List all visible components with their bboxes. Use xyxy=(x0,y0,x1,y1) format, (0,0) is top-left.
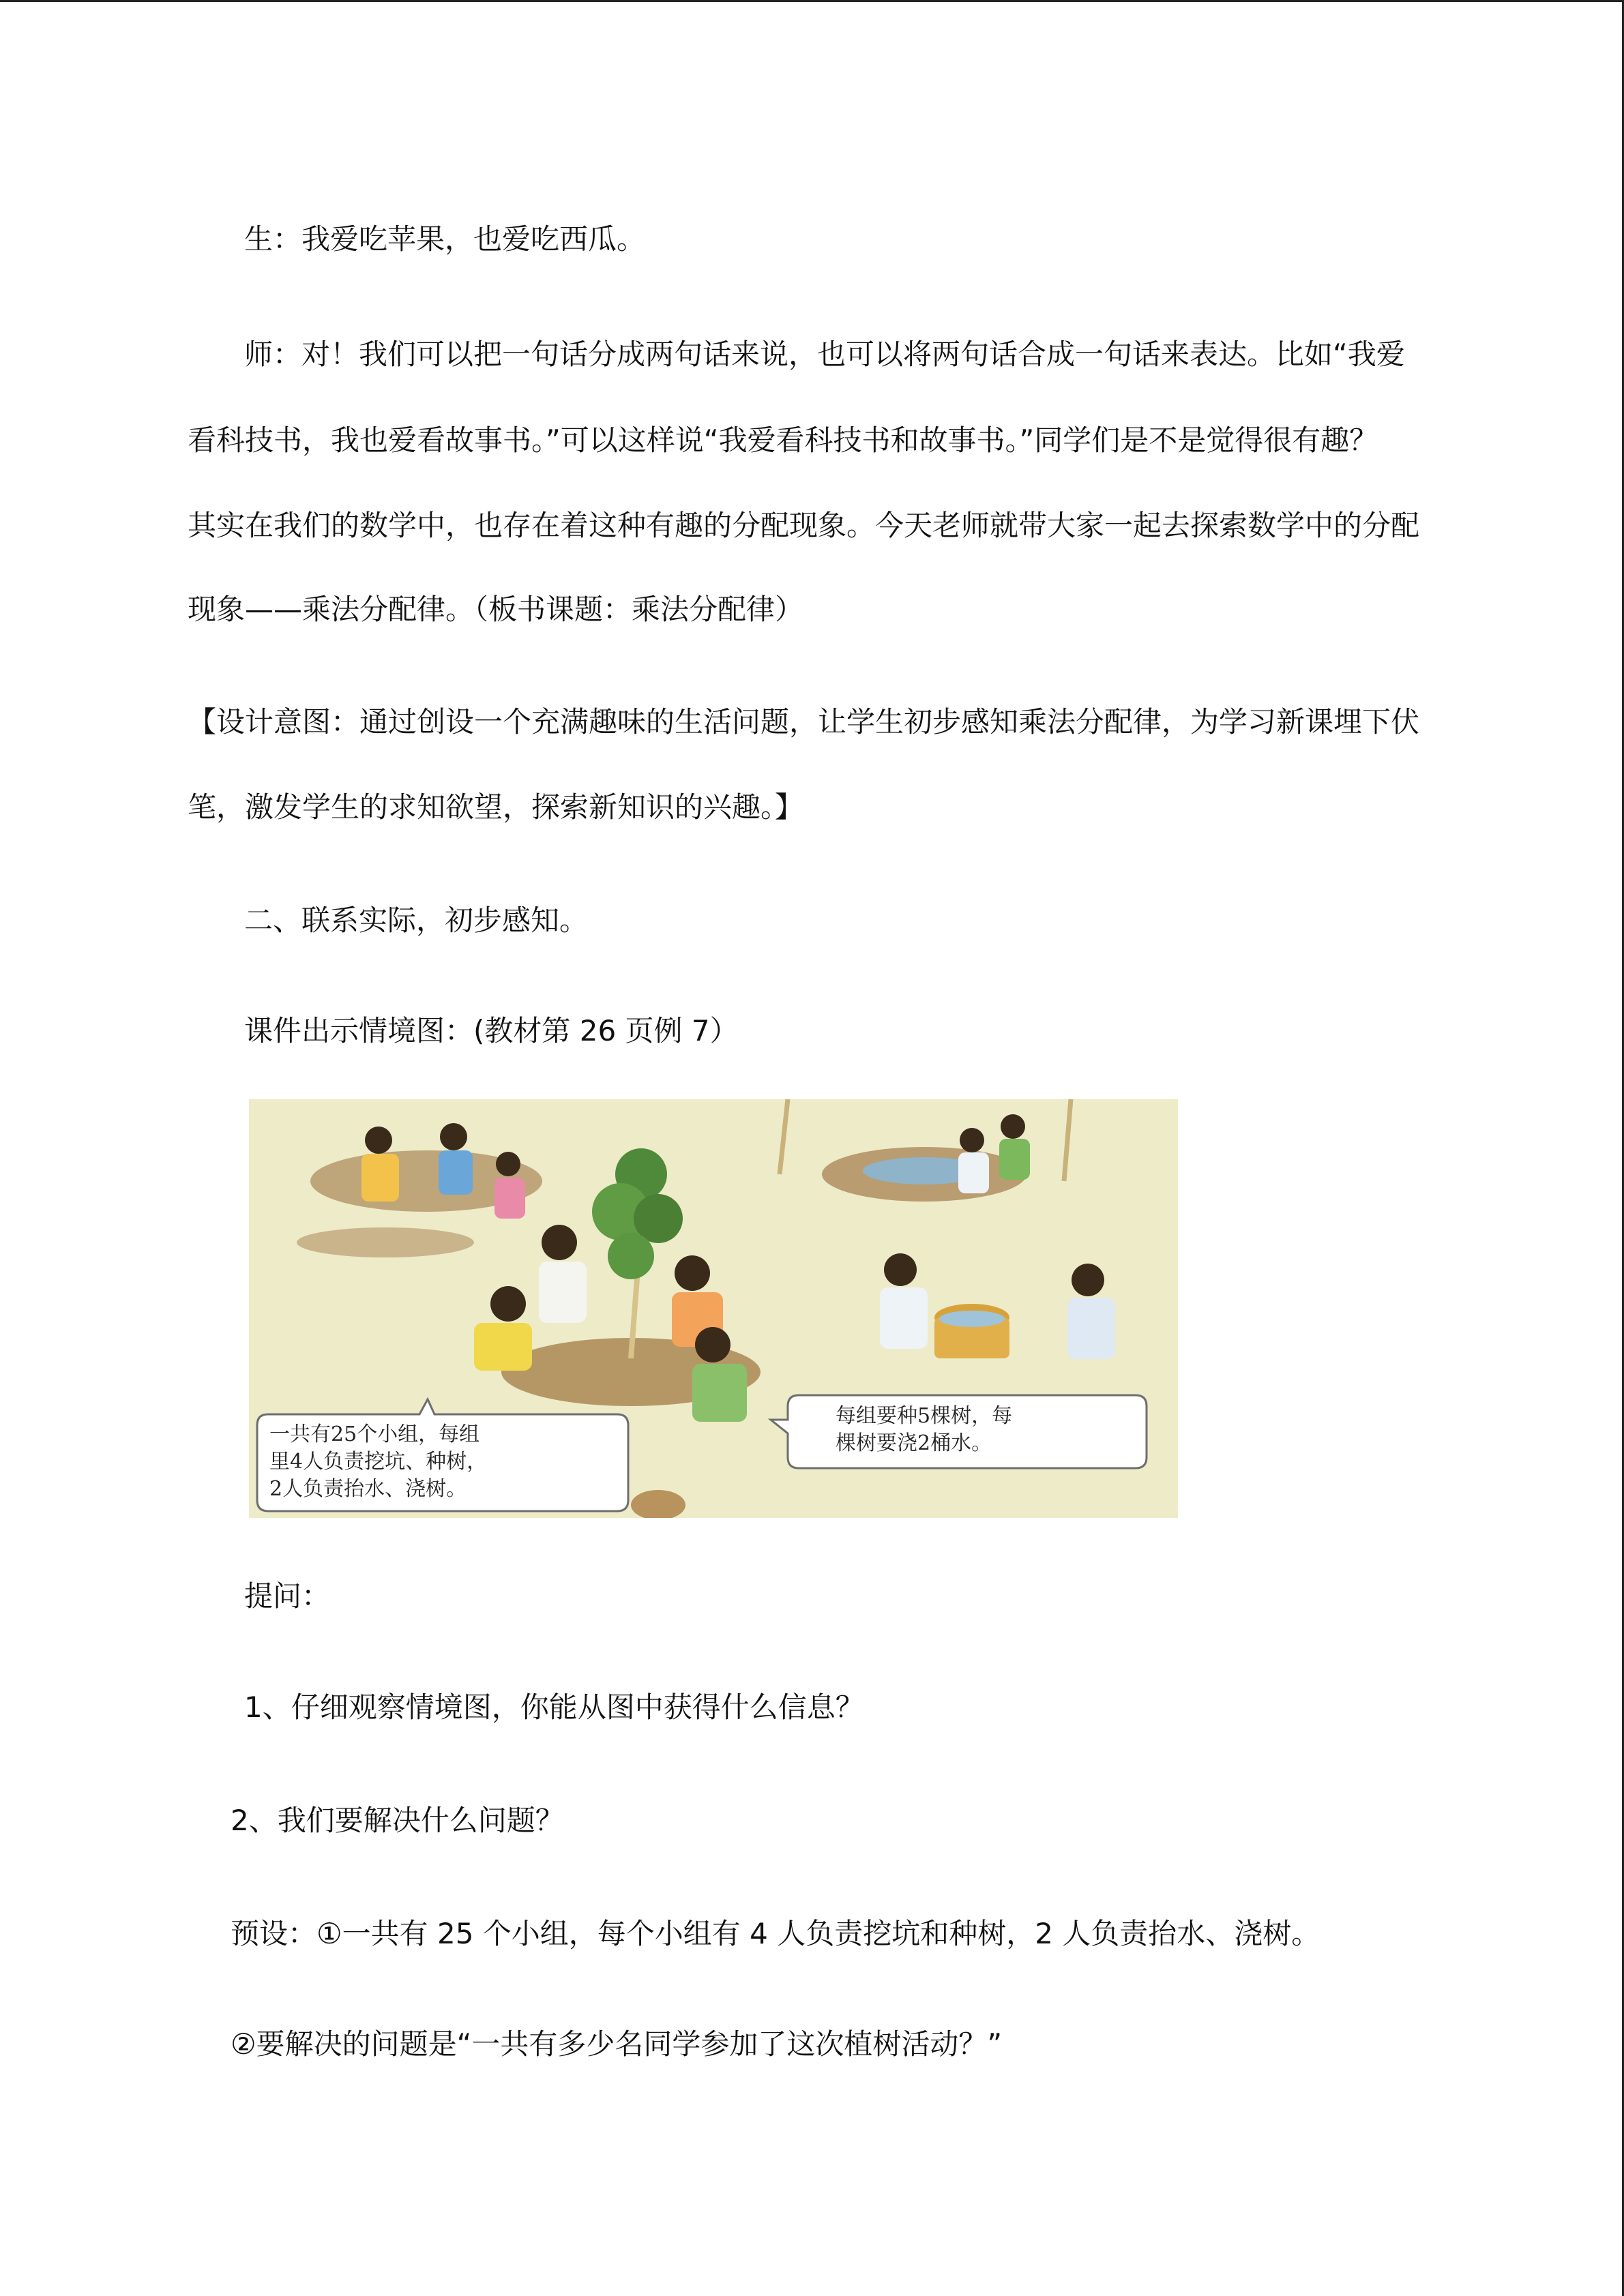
right-bubble-line-2: 棵树要浇2桶水。 xyxy=(836,1431,992,1455)
dialogue-teacher-line-1: 师：对！我们可以把一句话分成两句话来说，也可以将两句话合成一句话来表达。比如“我爱 xyxy=(244,338,1405,371)
question-1: 1、仔细观察情境图，你能从图中获得什么信息？ xyxy=(244,1690,864,1724)
textbook-illustration xyxy=(249,1099,1178,1518)
right-bubble-text xyxy=(836,1403,1012,1457)
dialogue-teacher-line-3: 其实在我们的数学中，也存在着这种有趣的分配现象。今天老师就带大家一起去探索数学中的分配 xyxy=(188,509,1420,542)
right-bubble-line-1: 每组要种5棵树，每 xyxy=(836,1404,1013,1428)
left-bubble-line-2: 里4人负责挖坑、种树， xyxy=(269,1450,488,1474)
courseware-caption: 课件出示情境图：(教材第 26 页例 7） xyxy=(244,1014,739,1047)
design-intent-line-1: 【设计意图：通过创设一个充满趣味的生活问题，让学生初步感知乘法分配律，为学习新课埋下伏 xyxy=(188,705,1420,739)
presupposition-1: 预设：①一共有 25 个小组，每个小组有 4 人负责挖坑和种树，2 人负责抬水、浇树。 xyxy=(231,1917,1320,1950)
dialogue-teacher-line-2: 看科技书，我也爱看故事书。”可以这样说“我爱看科技书和故事书。”同学们是不是觉得很有趣？ xyxy=(188,423,1378,457)
question-prompt: 提问： xyxy=(244,1579,331,1613)
design-intent-line-2: 笔，激发学生的求知欲望，探索新知识的兴趣。】 xyxy=(188,790,804,824)
dialogue-teacher-line-4: 现象——乘法分配律。（板书课题：乘法分配律） xyxy=(188,593,804,626)
presupposition-2: ②要解决的问题是“一共有多少名同学参加了这次植树活动？” xyxy=(231,2027,1003,2061)
question-2: 2、我们要解决什么问题？ xyxy=(231,1804,564,1837)
left-bubble-text xyxy=(269,1421,487,1503)
page-border-top xyxy=(0,0,1624,2)
dialogue-student: 生：我爱吃苹果，也爱吃西瓜。 xyxy=(244,222,646,256)
section-heading: 二、联系实际，初步感知。 xyxy=(244,904,589,937)
left-bubble-line-1: 一共有25个小组，每组 xyxy=(269,1422,480,1446)
left-bubble-line-3: 2人负责抬水、浇树。 xyxy=(269,1477,467,1501)
